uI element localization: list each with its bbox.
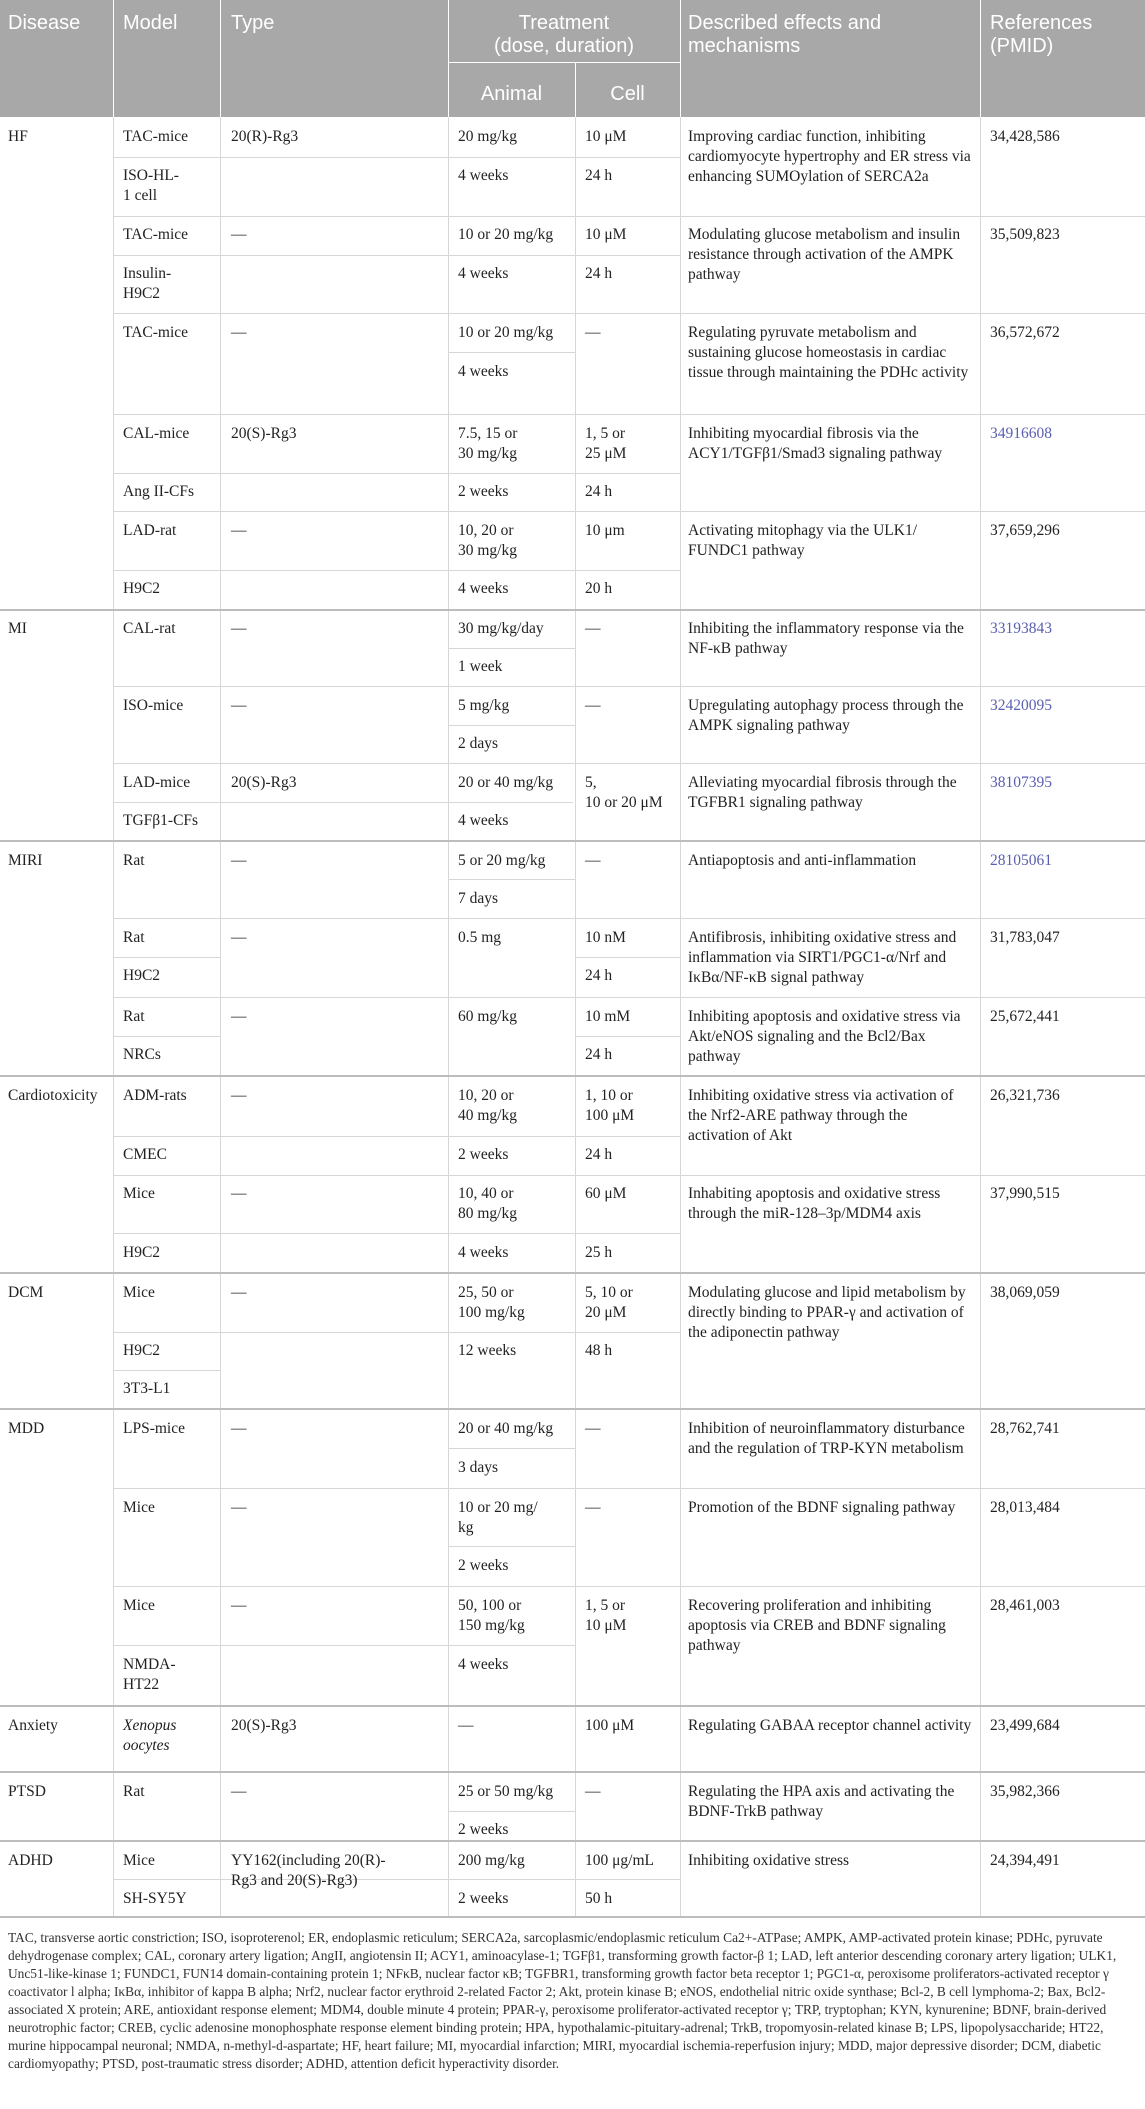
row-divider xyxy=(113,1175,1145,1176)
header-effects: Described effects and mechanisms xyxy=(688,12,882,57)
cell-cell: — xyxy=(585,324,601,341)
reference-cell: 31,783,047 xyxy=(990,929,1060,946)
type-cell: — xyxy=(231,852,247,869)
effects-cell: Regulating pyruvate metabolism and sustaining glucose homeostasis in cardiac tissue through maintaining the PDHc activity xyxy=(688,324,969,381)
effects-cell: Alleviating myocardial fibrosis through the TGFBR1 signaling pathway xyxy=(688,774,957,811)
animal-cell: 2 weeks xyxy=(458,1557,509,1574)
reference-cell: 34,428,586 xyxy=(990,128,1060,145)
effects-cell: Modulating glucose metabolism and insulin resistance through activation of the AMPK pathway xyxy=(688,226,961,283)
row-divider xyxy=(113,1586,1145,1587)
row-divider xyxy=(113,1036,220,1037)
model-cell: ISO-mice xyxy=(123,697,184,714)
col-divider xyxy=(680,117,681,1918)
header-type: Type xyxy=(231,12,275,34)
type-cell: — xyxy=(231,929,247,946)
model-cell: ISO-HL- 1 cell xyxy=(123,167,179,204)
animal-cell: 20 or 40 mg/kg xyxy=(458,774,554,791)
effects-cell: Inhibiting the inflammatory response via the NF-κB pathway xyxy=(688,620,964,657)
col-divider xyxy=(980,117,981,1918)
cell-cell: 100 μM xyxy=(585,1717,635,1734)
cell-cell: 1, 5 or 10 μM xyxy=(585,1597,627,1634)
effects-cell: Inhibiting apoptosis and oxidative stress via Akt/eNOS signaling and the Bcl2/Bax pathway xyxy=(688,1008,961,1065)
col-divider xyxy=(220,117,221,1918)
table-bottom-rule xyxy=(0,1916,1145,1918)
row-divider xyxy=(575,1036,680,1037)
model-cell: ADM-rats xyxy=(123,1087,187,1104)
animal-cell: 2 weeks xyxy=(458,483,509,500)
cell-cell: 25 h xyxy=(585,1244,613,1261)
cell-cell: 100 μg/mL xyxy=(585,1852,655,1869)
animal-cell: 2 days xyxy=(458,735,499,752)
reference-cell: 25,672,441 xyxy=(990,1008,1060,1025)
model-cell: Rat xyxy=(123,929,145,946)
model-cell: CAL-rat xyxy=(123,620,176,637)
cell-cell: — xyxy=(585,620,601,637)
disease-cell: HF xyxy=(8,128,28,145)
header-divider xyxy=(220,0,221,117)
model-cell: Mice xyxy=(123,1499,155,1516)
model-cell: SH-SY5Y xyxy=(123,1890,187,1907)
model-cell: Insulin- H9C2 xyxy=(123,265,172,302)
effects-cell: Modulating glucose and lipid metabolism by directly binding to PPAR-γ and activation of the adiponectin pathway xyxy=(688,1284,966,1341)
animal-cell: 30 mg/kg/day xyxy=(458,620,544,637)
type-cell: 20(S)-Rg3 xyxy=(231,425,297,442)
row-divider xyxy=(575,957,680,958)
reference-cell: 36,572,672 xyxy=(990,324,1060,341)
animal-cell: 10, 20 or 30 mg/kg xyxy=(458,522,517,559)
model-cell: 3T3-L1 xyxy=(123,1380,171,1397)
type-cell: — xyxy=(231,1420,247,1437)
cell-cell: 20 h xyxy=(585,580,613,597)
header-disease: Disease xyxy=(8,12,81,34)
animal-cell: 4 weeks xyxy=(458,167,509,184)
model-cell: Rat xyxy=(123,1008,145,1025)
effects-cell: Upregulating autophagy process through the AMPK signaling pathway xyxy=(688,697,964,734)
row-divider xyxy=(113,255,680,256)
animal-cell: 200 mg/kg xyxy=(458,1852,525,1869)
model-cell: LAD-rat xyxy=(123,522,177,539)
animal-cell: 5 mg/kg xyxy=(458,697,510,714)
effects-cell: Regulating the HPA axis and activating the BDNF-TrkB pathway xyxy=(688,1783,955,1820)
type-cell: — xyxy=(231,1087,247,1104)
row-divider xyxy=(448,1811,575,1812)
group-divider xyxy=(0,1408,1145,1410)
type-cell: — xyxy=(231,620,247,637)
disease-cell: MDD xyxy=(8,1420,45,1437)
row-divider xyxy=(113,1233,680,1234)
type-cell: — xyxy=(231,1783,247,1800)
animal-cell: 60 mg/kg xyxy=(458,1008,517,1025)
col-divider xyxy=(575,117,576,1918)
cell-cell: 24 h xyxy=(585,483,613,500)
reference-cell: 35,509,823 xyxy=(990,226,1060,243)
row-divider xyxy=(113,957,220,958)
cell-cell: — xyxy=(585,1420,601,1437)
disease-cell: PTSD xyxy=(8,1783,46,1800)
animal-cell: 12 weeks xyxy=(458,1342,517,1359)
cell-cell: 10 nM xyxy=(585,929,626,946)
effects-cell: Antifibrosis, inhibiting oxidative stress and inflammation via SIRT1/PGC1-α/Nrf and IκBα/NF-κB signal pathway xyxy=(688,929,957,986)
cell-cell: 24 h xyxy=(585,967,613,984)
cell-cell: — xyxy=(585,1783,601,1800)
cell-cell: 1, 10 or 100 μM xyxy=(585,1087,635,1124)
animal-cell: 25 or 50 mg/kg xyxy=(458,1783,554,1800)
row-divider xyxy=(448,1546,575,1547)
header-cell: Cell xyxy=(610,83,645,105)
type-cell: — xyxy=(231,324,247,341)
disease-cell: ADHD xyxy=(8,1852,53,1869)
row-divider xyxy=(113,918,1145,919)
model-cell: Xenopus oocytes xyxy=(123,1717,177,1754)
model-cell: H9C2 xyxy=(123,1342,161,1359)
reference-cell: 23,499,684 xyxy=(990,1717,1060,1734)
cell-cell: — xyxy=(585,852,601,869)
disease-cell: DCM xyxy=(8,1284,44,1301)
row-divider xyxy=(113,686,1145,687)
model-cell: NRCs xyxy=(123,1046,161,1063)
header-divider xyxy=(113,0,114,117)
cell-cell: 10 μM xyxy=(585,226,627,243)
col-divider xyxy=(113,117,114,1918)
model-cell: TAC-mice xyxy=(123,324,189,341)
cell-cell: 24 h xyxy=(585,1046,613,1063)
effects-cell: Inhibition of neuroinflammatory disturbance and the regulation of TRP-KYN metabolism xyxy=(688,1420,965,1457)
reference-link[interactable]: 38107395 xyxy=(990,774,1052,791)
row-divider xyxy=(113,1488,1145,1489)
disease-cell: Anxiety xyxy=(8,1717,58,1734)
cell-cell: 1, 5 or 25 μM xyxy=(585,425,627,462)
disease-cell: Cardiotoxicity xyxy=(8,1087,98,1104)
header-divider xyxy=(980,0,981,117)
effects-cell: Inhibiting oxidative stress via activation of the Nrf2-ARE pathway through the activation of Akt xyxy=(688,1087,954,1144)
animal-cell: 2 weeks xyxy=(458,1890,509,1907)
model-cell: Mice xyxy=(123,1852,155,1869)
animal-cell: 10, 20 or 40 mg/kg xyxy=(458,1087,517,1124)
animal-cell: 4 weeks xyxy=(458,580,509,597)
disease-cell: MI xyxy=(8,620,27,637)
row-divider xyxy=(113,763,1145,764)
model-cell: CAL-mice xyxy=(123,425,190,442)
effects-cell: Promotion of the BDNF signaling pathway xyxy=(688,1499,956,1516)
group-divider xyxy=(0,840,1145,842)
header-animal: Animal xyxy=(480,83,543,105)
model-cell: Mice xyxy=(123,1597,155,1614)
cell-cell: 10 μM xyxy=(585,128,627,145)
reference-link[interactable]: 34916608 xyxy=(990,425,1052,442)
col-divider xyxy=(448,117,449,1918)
animal-cell: 0.5 mg xyxy=(458,929,502,946)
effects-cell: Inhabiting apoptosis and oxidative stress through the miR-128–3p/MDM4 axis xyxy=(688,1185,941,1222)
type-cell: — xyxy=(231,1008,247,1025)
animal-cell: 4 weeks xyxy=(458,812,509,829)
type-cell: 20(S)-Rg3 xyxy=(231,1717,297,1734)
type-cell: — xyxy=(231,1185,247,1202)
disease-cell: MIRI xyxy=(8,852,43,869)
type-cell: YY162(including 20(R)- Rg3 and 20(S)-Rg3) xyxy=(231,1852,386,1889)
model-cell: H9C2 xyxy=(123,580,161,597)
animal-cell: 25, 50 or 100 mg/kg xyxy=(458,1284,525,1321)
animal-cell: 10 or 20 mg/kg xyxy=(458,226,554,243)
group-divider xyxy=(0,1705,1145,1707)
cell-cell: 60 μM xyxy=(585,1185,627,1202)
model-cell: Ang II-CFs xyxy=(123,483,195,500)
effects-cell: Improving cardiac function, inhibiting cardiomyocyte hypertrophy and ER stress via enhancing SUMOylation of SERCA2a xyxy=(688,128,971,185)
cell-cell: 10 mM xyxy=(585,1008,631,1025)
animal-cell: 10 or 20 mg/kg xyxy=(458,324,554,341)
model-cell: TAC-mice xyxy=(123,226,189,243)
animal-cell: 1 week xyxy=(458,658,503,675)
row-divider xyxy=(448,1448,575,1449)
model-cell: TAC-mice xyxy=(123,128,189,145)
row-divider xyxy=(113,802,573,803)
effects-cell: Antiapoptosis and anti-inflammation xyxy=(688,852,917,869)
reference-link[interactable]: 33193843 xyxy=(990,620,1052,637)
animal-cell: 4 weeks xyxy=(458,363,509,380)
row-divider xyxy=(113,570,680,571)
row-divider xyxy=(113,216,1145,217)
row-divider xyxy=(448,648,575,649)
model-cell: CMEC xyxy=(123,1146,167,1163)
group-divider xyxy=(0,1075,1145,1077)
effects-cell: Inhibiting myocardial fibrosis via the ACY1/TGFβ1/Smad3 signaling pathway xyxy=(688,425,943,462)
type-cell: — xyxy=(231,697,247,714)
header-model: Model xyxy=(123,12,178,34)
cell-cell: 24 h xyxy=(585,1146,613,1163)
row-divider xyxy=(113,1136,680,1137)
row-divider xyxy=(448,879,575,880)
reference-link[interactable]: 32420095 xyxy=(990,697,1052,714)
animal-cell: 3 days xyxy=(458,1459,499,1476)
header-references: References (PMID) xyxy=(990,12,1093,57)
model-cell: H9C2 xyxy=(123,967,161,984)
header-treatment: Treatment (dose, duration) xyxy=(493,12,635,57)
cell-cell: 24 h xyxy=(585,265,613,282)
effects-cell: Regulating GABAA receptor channel activity xyxy=(688,1717,972,1734)
row-divider xyxy=(448,352,575,353)
type-cell: — xyxy=(231,1499,247,1516)
model-cell: LAD-mice xyxy=(123,774,191,791)
type-cell: — xyxy=(231,1284,247,1301)
reference-cell: 28,461,003 xyxy=(990,1597,1060,1614)
reference-link[interactable]: 28105061 xyxy=(990,852,1052,869)
row-divider xyxy=(113,313,1145,314)
row-divider xyxy=(113,157,680,158)
header-divider xyxy=(680,0,681,117)
type-cell: 20(R)-Rg3 xyxy=(231,128,299,145)
animal-cell: 2 weeks xyxy=(458,1821,509,1838)
table-footnote: TAC, transverse aortic constriction; ISO, isoproterenol; ER, endoplasmic reticulum; SERCA2a, sarcoplasmic/endoplasmic reticulum Ca2+-ATPase; AMPK, AMP-activated protein kinase; PDHc, pyruvate dehydrogenase complex; CAL, coronary artery ligation; AngII, angiotensin II; ACY1, aminoacylase-1; TGFβ1, transforming growth factor-β 1; LAD, left anterior descending coronary artery ligation; ULK1, Unc51-like-kinase 1; FUNDC1, FUN14 domain-containing protein 1; NFκB, nuclear factor κB; TGFBR1, transforming growth factor beta receptor 1; PGC1-α, peroxisome proliferators-activated receptor γ coactivator l alpha; IκBα, inhibitor of kappa B alpha; Nrf2, nuclear factor erythroid 2-related Factor 2; Akt, protein kinase B; eNOS, endothelial nitric oxide synthase; Bcl-2, B cell lymphoma-2; Bax, Bcl2-associated X protein; ARE, antioxidant response element; MDM4, double minute 4 protein; PPAR-γ, peroxisome proliferator-activated receptor γ; TRP, tryptophan; KYN, kynurenine; BDNF, brain-derived neurotrophic factor; CREB, cyclic adenosine monophosphate response element binding protein; HPA, hypothalamic-pituitary-adrenal; TrkB, tropomyosin-related kinase B; LPS, lipopolysaccharide; HT22, murine hippocampal neuronal; NMDA, n-methyl-d-aspartate; HF, heart failure; MI, myocardial infarction; MIRI, myocardial ischemia-reperfusion injury; MDD, major depressive disorder; DCM, diabetic cardiomyopathy; PTSD, post-traumatic stress disorder; ADHD, attention deficit hyperactivity disorder. xyxy=(8,1930,1117,2071)
type-cell: — xyxy=(231,226,247,243)
cell-cell: — xyxy=(585,1499,601,1516)
animal-cell: 5 or 20 mg/kg xyxy=(458,852,546,869)
effects-cell: Inhibiting oxidative stress xyxy=(688,1852,850,1869)
row-divider xyxy=(113,473,680,474)
model-cell: TGFβ1-CFs xyxy=(123,812,199,829)
model-cell: Mice xyxy=(123,1284,155,1301)
row-divider xyxy=(113,1370,220,1371)
reference-cell: 26,321,736 xyxy=(990,1087,1060,1104)
type-cell: — xyxy=(231,522,247,539)
animal-cell: 20 or 40 mg/kg xyxy=(458,1420,554,1437)
type-cell: 20(S)-Rg3 xyxy=(231,774,297,791)
model-cell: H9C2 xyxy=(123,1244,161,1261)
animal-cell: 4 weeks xyxy=(458,265,509,282)
animal-cell: 7 days xyxy=(458,890,499,907)
cell-cell: 5, 10 or 20 μM xyxy=(585,774,663,811)
effects-cell: Recovering proliferation and inhibiting apoptosis via CREB and BDNF signaling pathway xyxy=(688,1597,946,1654)
reference-cell: 24,394,491 xyxy=(990,1852,1060,1869)
animal-cell: — xyxy=(458,1717,474,1734)
model-cell: LPS-mice xyxy=(123,1420,185,1437)
row-divider xyxy=(113,1645,575,1646)
animal-cell: 7.5, 15 or 30 mg/kg xyxy=(458,425,518,462)
reference-cell: 35,982,366 xyxy=(990,1783,1060,1800)
animal-cell: 20 mg/kg xyxy=(458,128,517,145)
reference-cell: 28,762,741 xyxy=(990,1420,1060,1437)
model-cell: Mice xyxy=(123,1185,155,1202)
cell-cell: 50 h xyxy=(585,1890,613,1907)
row-divider xyxy=(113,997,1145,998)
reference-cell: 37,659,296 xyxy=(990,522,1060,539)
animal-cell: 4 weeks xyxy=(458,1244,509,1261)
cell-cell: 48 h xyxy=(585,1342,613,1359)
animal-cell: 4 weeks xyxy=(458,1656,509,1673)
cell-cell: 10 μm xyxy=(585,522,625,539)
model-cell: Rat xyxy=(123,852,145,869)
type-cell: — xyxy=(231,1597,247,1614)
group-divider xyxy=(0,1840,1145,1842)
cell-cell: — xyxy=(585,697,601,714)
header-divider xyxy=(448,62,680,63)
row-divider xyxy=(448,725,575,726)
row-divider xyxy=(113,1879,680,1880)
group-divider xyxy=(0,1771,1145,1773)
model-cell: Rat xyxy=(123,1783,145,1800)
group-divider xyxy=(0,609,1145,611)
model-cell: NMDA- HT22 xyxy=(123,1656,176,1693)
animal-cell: 50, 100 or 150 mg/kg xyxy=(458,1597,525,1634)
row-divider xyxy=(113,414,1145,415)
animal-cell: 10, 40 or 80 mg/kg xyxy=(458,1185,517,1222)
reference-cell: 37,990,515 xyxy=(990,1185,1060,1202)
cell-cell: 5, 10 or 20 μM xyxy=(585,1284,633,1321)
animal-cell: 10 or 20 mg/ kg xyxy=(458,1499,538,1536)
animal-cell: 2 weeks xyxy=(458,1146,509,1163)
reference-cell: 38,069,059 xyxy=(990,1284,1060,1301)
cell-cell: 24 h xyxy=(585,167,613,184)
effects-cell: Activating mitophagy via the ULK1/ FUNDC1 pathway xyxy=(688,522,918,559)
group-divider xyxy=(0,1272,1145,1274)
row-divider xyxy=(113,1332,680,1333)
reference-cell: 28,013,484 xyxy=(990,1499,1060,1516)
row-divider xyxy=(113,511,1145,512)
